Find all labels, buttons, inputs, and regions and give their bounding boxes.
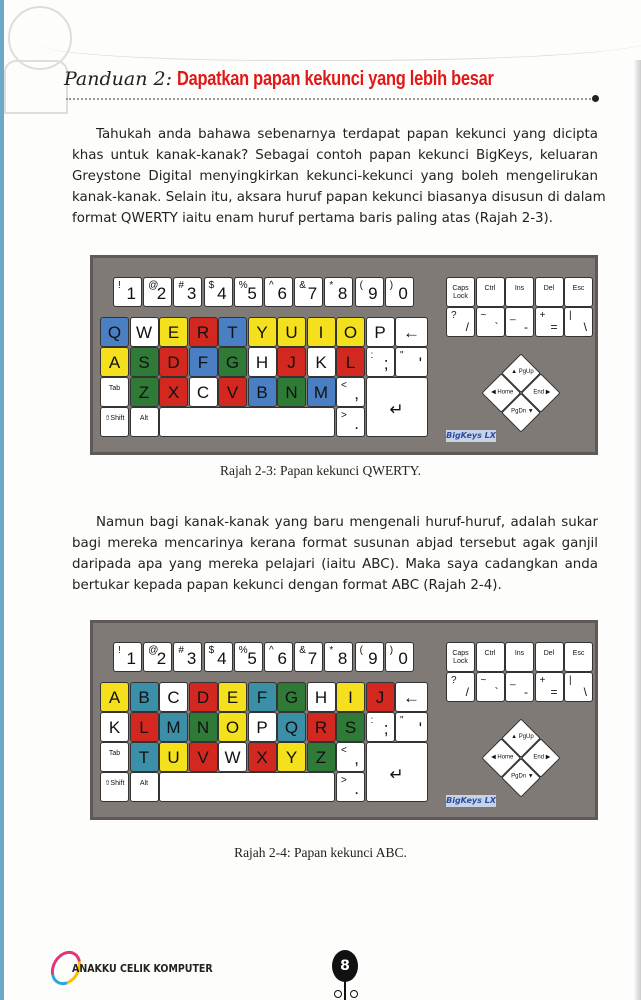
- key-label: ,: [354, 384, 359, 403]
- symbol-key: [476, 672, 505, 702]
- number-key: [143, 277, 172, 307]
- letter-key: [100, 347, 129, 377]
- letter-key: [130, 682, 159, 712]
- letter-key: [159, 712, 188, 742]
- key-label: I: [318, 323, 324, 342]
- key-label: ,: [354, 749, 359, 768]
- key-label: Ins: [514, 285, 525, 292]
- letter-key: [307, 712, 336, 742]
- key-label: >: [341, 410, 347, 421]
- key-label: &: [299, 645, 306, 656]
- child-illustration-body: [4, 60, 68, 114]
- key-label: H: [255, 353, 269, 372]
- key-label: @: [148, 645, 159, 656]
- key-label: !: [118, 280, 121, 291]
- key-label: \: [583, 685, 587, 699]
- function-key: [535, 277, 564, 307]
- dotted-divider: [66, 98, 594, 100]
- key-label: ↵: [389, 400, 404, 419]
- text-line: daripada apa yang mereka pelajari (iaitu ABC). Maka saya cadangkan anda: [72, 557, 598, 572]
- letter-key: [336, 317, 365, 347]
- key-label: D: [196, 688, 210, 707]
- period-key: [336, 407, 365, 437]
- key-label: ;: [383, 354, 389, 373]
- key-label: I: [348, 688, 353, 707]
- key-label: +: [539, 310, 546, 321]
- key-label: |: [569, 675, 572, 686]
- symbol-key: [535, 672, 564, 702]
- key-label: H: [314, 688, 328, 707]
- quote-key: [395, 712, 428, 742]
- arrow-down-icon: PgDn ▼: [511, 408, 534, 415]
- figure-caption-1: Rajah 2-3: Papan kekunci QWERTY.: [219, 463, 422, 478]
- arrow-left-icon: ◀ Home: [491, 389, 514, 396]
- key-label: -: [524, 685, 528, 699]
- letter-key: [366, 682, 395, 712]
- key-label: C: [196, 383, 210, 402]
- backspace-key: [395, 317, 428, 347]
- key-label: ;: [383, 719, 389, 738]
- key-label: S: [344, 718, 357, 737]
- number-key: [234, 642, 263, 672]
- key-label: :: [370, 350, 374, 361]
- letter-key: [218, 682, 247, 712]
- key-label: Tab: [108, 750, 121, 757]
- decorative-line: [40, 20, 641, 61]
- key-label: @: [148, 280, 159, 291]
- key-label: A: [108, 353, 121, 372]
- key-label: 1: [126, 284, 136, 303]
- arrow-keypad: [481, 718, 560, 797]
- letter-key: [189, 317, 218, 347]
- arrow-up-icon: ▲ PgUp: [511, 733, 534, 740]
- key-label: O: [343, 323, 358, 342]
- letter-key: [218, 377, 247, 407]
- key-label: ?: [451, 675, 457, 686]
- key-label: J: [287, 353, 296, 372]
- number-key: [324, 642, 353, 672]
- letter-key: [218, 742, 247, 772]
- symbol-key: [535, 307, 564, 337]
- space-bar: [159, 772, 335, 802]
- key-label: 8: [337, 284, 348, 303]
- shift-key: [100, 772, 129, 802]
- number-key: [264, 277, 293, 307]
- key-label: +: [539, 675, 546, 686]
- key-label: 3: [186, 649, 197, 668]
- letter-key: [189, 742, 218, 772]
- text-line: bagi mereka mencarinya kerana format susunan abjad tersebut agak ganjil: [72, 536, 598, 551]
- function-key: [446, 642, 475, 672]
- key-label: W: [135, 323, 153, 342]
- function-key: [505, 642, 534, 672]
- key-label: .: [354, 414, 359, 433]
- letter-key: [100, 712, 129, 742]
- letter-key: [307, 377, 336, 407]
- number-key: [173, 642, 202, 672]
- letter-key: [307, 682, 336, 712]
- bigkeys-logo: BigKeys LX: [446, 431, 496, 440]
- letter-key: [307, 742, 336, 772]
- arrow-down-icon: PgDn ▼: [511, 773, 534, 780]
- key-label: S: [138, 353, 150, 372]
- key-label: =: [550, 320, 558, 334]
- key-label: #: [178, 645, 184, 656]
- key-label: Q: [107, 323, 122, 342]
- letter-key: [159, 742, 188, 772]
- title-text: Dapatkan papan kekunci yang lebih besar: [177, 68, 494, 90]
- key-label: U: [167, 748, 180, 767]
- key-label: ": [400, 715, 404, 726]
- letter-key: [159, 377, 188, 407]
- number-key: [113, 642, 142, 672]
- backspace-key: [395, 682, 428, 712]
- symbol-key: [564, 307, 593, 337]
- enter-key: [366, 742, 428, 802]
- letter-key: [189, 377, 218, 407]
- key-label: L: [139, 718, 149, 737]
- key-label: 9: [368, 649, 378, 668]
- key-label: K: [315, 353, 327, 372]
- key-label: B: [138, 688, 150, 707]
- tab-key: [100, 377, 129, 407]
- quote-key: [395, 347, 428, 377]
- page-number: 8: [332, 950, 358, 982]
- key-label: G: [284, 688, 299, 707]
- key-label: X: [256, 748, 268, 767]
- key-label: ⇧Shift: [104, 780, 125, 787]
- key-label: \: [583, 320, 587, 334]
- comma-key: [336, 742, 365, 772]
- arrow-keypad: [481, 353, 560, 432]
- key-label: ': [418, 354, 422, 373]
- key-label: M: [313, 383, 329, 402]
- arrow-left-icon: ◀ Home: [491, 754, 514, 761]
- key-label: :: [370, 715, 374, 726]
- key-label: !: [118, 645, 121, 656]
- key-label: ~: [480, 675, 487, 686]
- key-label: Y: [285, 748, 298, 767]
- key-label: |: [569, 310, 572, 321]
- number-key: [385, 277, 414, 307]
- number-key: [294, 277, 323, 307]
- key-label: *: [329, 280, 334, 291]
- letter-key: [248, 682, 277, 712]
- function-key: [535, 642, 564, 672]
- function-key: [476, 277, 505, 307]
- period-key: [336, 772, 365, 802]
- letter-key: [189, 347, 218, 377]
- footer-brand: ANAKKU CELIK KOMPUTER: [72, 963, 213, 975]
- shift-key: [100, 407, 129, 437]
- number-key: [355, 642, 384, 672]
- number-key: [113, 277, 142, 307]
- text-line: bertukar kepada papan kekunci dengan format ABC (Rajah 2-4).: [72, 578, 502, 593]
- symbol-key: [505, 672, 534, 702]
- symbol-key: [476, 307, 505, 337]
- key-label: W: [224, 748, 241, 767]
- key-label: P: [256, 718, 268, 737]
- key-label: %: [238, 645, 248, 656]
- key-label: V: [197, 748, 209, 767]
- text-line: kanak-kanak. Selain itu, aksara huruf papan kekunci biasanya disusun di dalam: [72, 190, 606, 205]
- key-label: 6: [277, 649, 287, 668]
- semicolon-key: [366, 347, 395, 377]
- function-key: [446, 277, 475, 307]
- letter-key: [130, 377, 159, 407]
- letter-key: [307, 317, 336, 347]
- key-label: K: [108, 718, 121, 737]
- key-label: Tab: [108, 385, 121, 392]
- function-key: [564, 642, 593, 672]
- key-label: Alt: [139, 415, 149, 422]
- key-label: Ctrl: [484, 650, 496, 657]
- key-label: J: [375, 688, 385, 707]
- letter-key: [336, 712, 365, 742]
- comma-key: [336, 377, 365, 407]
- symbol-key: [505, 307, 534, 337]
- key-label: Z: [315, 748, 327, 767]
- space-bar: [159, 407, 335, 437]
- key-label: C: [167, 688, 180, 707]
- section-title: [64, 68, 563, 91]
- text-line: format QWERTY iaitu enam huruf pertama baris paling atas (Rajah 2-3).: [72, 211, 554, 226]
- key-label: Y: [256, 323, 268, 342]
- key-label: /: [465, 685, 469, 699]
- letter-key: [100, 317, 129, 347]
- key-label: &: [299, 280, 306, 291]
- key-label: O: [225, 718, 240, 737]
- key-label: 5: [247, 649, 257, 668]
- letter-key: [307, 347, 336, 377]
- key-label: Esc: [572, 285, 585, 292]
- keyboard-qwerty-image: [90, 255, 598, 455]
- key-label: 5: [247, 284, 257, 303]
- key-label: `: [494, 320, 499, 334]
- letter-key: [218, 347, 247, 377]
- key-label: ": [400, 350, 404, 361]
- letter-key: [130, 317, 159, 347]
- key-label: $: [208, 280, 215, 291]
- number-key: [204, 642, 233, 672]
- key-label: M: [166, 718, 181, 737]
- letter-key: [100, 682, 129, 712]
- key-label: R: [196, 323, 210, 342]
- key-label: N: [285, 383, 298, 402]
- letter-key: [277, 347, 306, 377]
- letter-key: [248, 377, 277, 407]
- letter-key: [130, 712, 159, 742]
- key-label: R: [314, 718, 328, 737]
- key-label: F: [197, 353, 209, 372]
- number-key: [143, 642, 172, 672]
- page-number-decoration: [334, 990, 342, 998]
- letter-key: [248, 347, 277, 377]
- letter-key: [218, 712, 247, 742]
- tab-key: [100, 742, 129, 772]
- text-line: Tahukah anda bahawa sebenarnya terdapat papan kekunci yang dicipta: [96, 127, 598, 142]
- letter-key: [248, 712, 277, 742]
- key-label: ←: [403, 323, 420, 342]
- letter-key: [248, 742, 277, 772]
- key-label: Caps Lock: [452, 650, 469, 665]
- key-label: 2: [156, 649, 167, 668]
- function-key: [564, 277, 593, 307]
- alt-key: [130, 772, 159, 802]
- arrow-right-icon: End ▶: [533, 389, 551, 396]
- key-label: =: [550, 685, 558, 699]
- enter-key: [366, 377, 428, 437]
- key-label: A: [108, 688, 121, 707]
- key-label: 9: [368, 284, 378, 303]
- arrow-up-icon: ▲ PgUp: [511, 368, 534, 375]
- paragraph-2: [72, 512, 598, 596]
- key-label: T: [227, 323, 238, 342]
- function-key: [505, 277, 534, 307]
- key-label: <: [341, 380, 347, 391]
- key-label: Del: [543, 285, 555, 292]
- key-label: %: [238, 280, 248, 291]
- symbol-key: [446, 672, 475, 702]
- key-label: E: [226, 688, 239, 707]
- key-label: Z: [138, 383, 150, 402]
- letter-key: [159, 317, 188, 347]
- letter-key: [277, 712, 306, 742]
- letter-key: [218, 317, 247, 347]
- letter-key: [277, 317, 306, 347]
- letter-key: [130, 347, 159, 377]
- letter-key: [277, 682, 306, 712]
- key-label: G: [225, 353, 240, 372]
- keyboard-abc-image: [90, 620, 598, 820]
- symbol-key: [564, 672, 593, 702]
- number-key: [385, 642, 414, 672]
- number-key: [264, 642, 293, 672]
- text-line: Namun bagi kanak-kanak yang baru mengenali huruf-huruf, adalah sukar: [96, 515, 598, 530]
- key-label: 8: [337, 649, 348, 668]
- key-label: <: [341, 745, 347, 756]
- key-label: 2: [156, 284, 167, 303]
- key-label: X: [167, 383, 180, 402]
- arrow-right-icon: End ▶: [533, 754, 551, 761]
- key-label: P: [374, 323, 386, 342]
- key-label: 3: [186, 284, 197, 303]
- key-label: Alt: [139, 780, 149, 787]
- key-label: /: [465, 320, 469, 334]
- page-number-decoration: [344, 980, 346, 1000]
- number-key: [234, 277, 263, 307]
- key-label: E: [167, 323, 180, 342]
- divider-dot: [592, 95, 599, 102]
- semicolon-key: [366, 712, 395, 742]
- key-label: (: [359, 645, 363, 656]
- letter-key: [189, 682, 218, 712]
- key-label: ^: [269, 645, 274, 656]
- key-label: ): [389, 280, 394, 291]
- key-label: 4: [217, 649, 227, 668]
- key-label: 4: [217, 284, 227, 303]
- key-label: B: [256, 383, 268, 402]
- key-label: Ins: [514, 650, 525, 657]
- letter-key: [277, 742, 306, 772]
- number-key: [355, 277, 384, 307]
- number-key: [324, 277, 353, 307]
- key-label: 0: [398, 284, 408, 303]
- number-key: [173, 277, 202, 307]
- key-label: ←: [403, 688, 420, 707]
- key-label: ': [418, 719, 422, 738]
- key-label: N: [196, 718, 210, 737]
- key-label: 6: [277, 284, 287, 303]
- key-label: `: [494, 685, 499, 699]
- key-label: $: [208, 645, 215, 656]
- letter-key: [366, 317, 395, 347]
- letter-key: [130, 742, 159, 772]
- text-line: Greystone Digital menyingkirkan kekunci-kekunci yang boleh mengelirukan: [72, 169, 598, 184]
- key-label: ^: [269, 280, 274, 291]
- key-label: V: [226, 383, 239, 402]
- letter-key: [159, 682, 188, 712]
- bigkeys-logo: BigKeys LX: [446, 796, 496, 805]
- letter-key: [336, 347, 365, 377]
- key-label: ): [389, 645, 394, 656]
- key-label: 7: [307, 649, 318, 668]
- key-label: Ctrl: [484, 285, 496, 292]
- letter-key: [277, 377, 306, 407]
- key-label: F: [256, 688, 268, 707]
- key-label: _: [510, 310, 516, 321]
- number-key: [294, 642, 323, 672]
- letter-key: [248, 317, 277, 347]
- key-label: 0: [398, 649, 408, 668]
- key-label: >: [341, 775, 347, 786]
- key-label: *: [329, 645, 334, 656]
- page-number-decoration: [350, 990, 358, 998]
- letter-key: [336, 682, 365, 712]
- paragraph-1: [72, 124, 606, 229]
- symbol-key: [446, 307, 475, 337]
- key-label: ~: [480, 310, 487, 321]
- title-prefix: Panduan 2:: [64, 68, 172, 90]
- key-label: Q: [284, 718, 299, 737]
- key-label: _: [510, 675, 516, 686]
- key-label: ⇧Shift: [104, 415, 125, 422]
- number-key: [204, 277, 233, 307]
- function-key: [476, 642, 505, 672]
- key-label: L: [345, 353, 356, 372]
- key-label: ↵: [389, 765, 404, 784]
- alt-key: [130, 407, 159, 437]
- key-label: ?: [451, 310, 457, 321]
- key-label: -: [524, 320, 528, 334]
- text-line: khas untuk kanak-kanak? Sebagai contoh papan kekunci BigKeys, keluaran: [72, 148, 598, 163]
- letter-key: [189, 712, 218, 742]
- key-label: Caps Lock: [452, 285, 469, 300]
- figure-caption-2: Rajah 2-4: Papan kekunci ABC.: [234, 845, 407, 860]
- letter-key: [159, 347, 188, 377]
- key-label: T: [138, 748, 150, 767]
- key-label: 7: [307, 284, 318, 303]
- key-label: 1: [126, 649, 136, 668]
- key-label: (: [359, 280, 363, 291]
- key-label: #: [178, 280, 184, 291]
- key-label: .: [354, 779, 359, 798]
- key-label: U: [285, 323, 298, 342]
- key-label: D: [167, 353, 180, 372]
- key-label: Esc: [572, 650, 585, 657]
- key-label: Del: [543, 650, 555, 657]
